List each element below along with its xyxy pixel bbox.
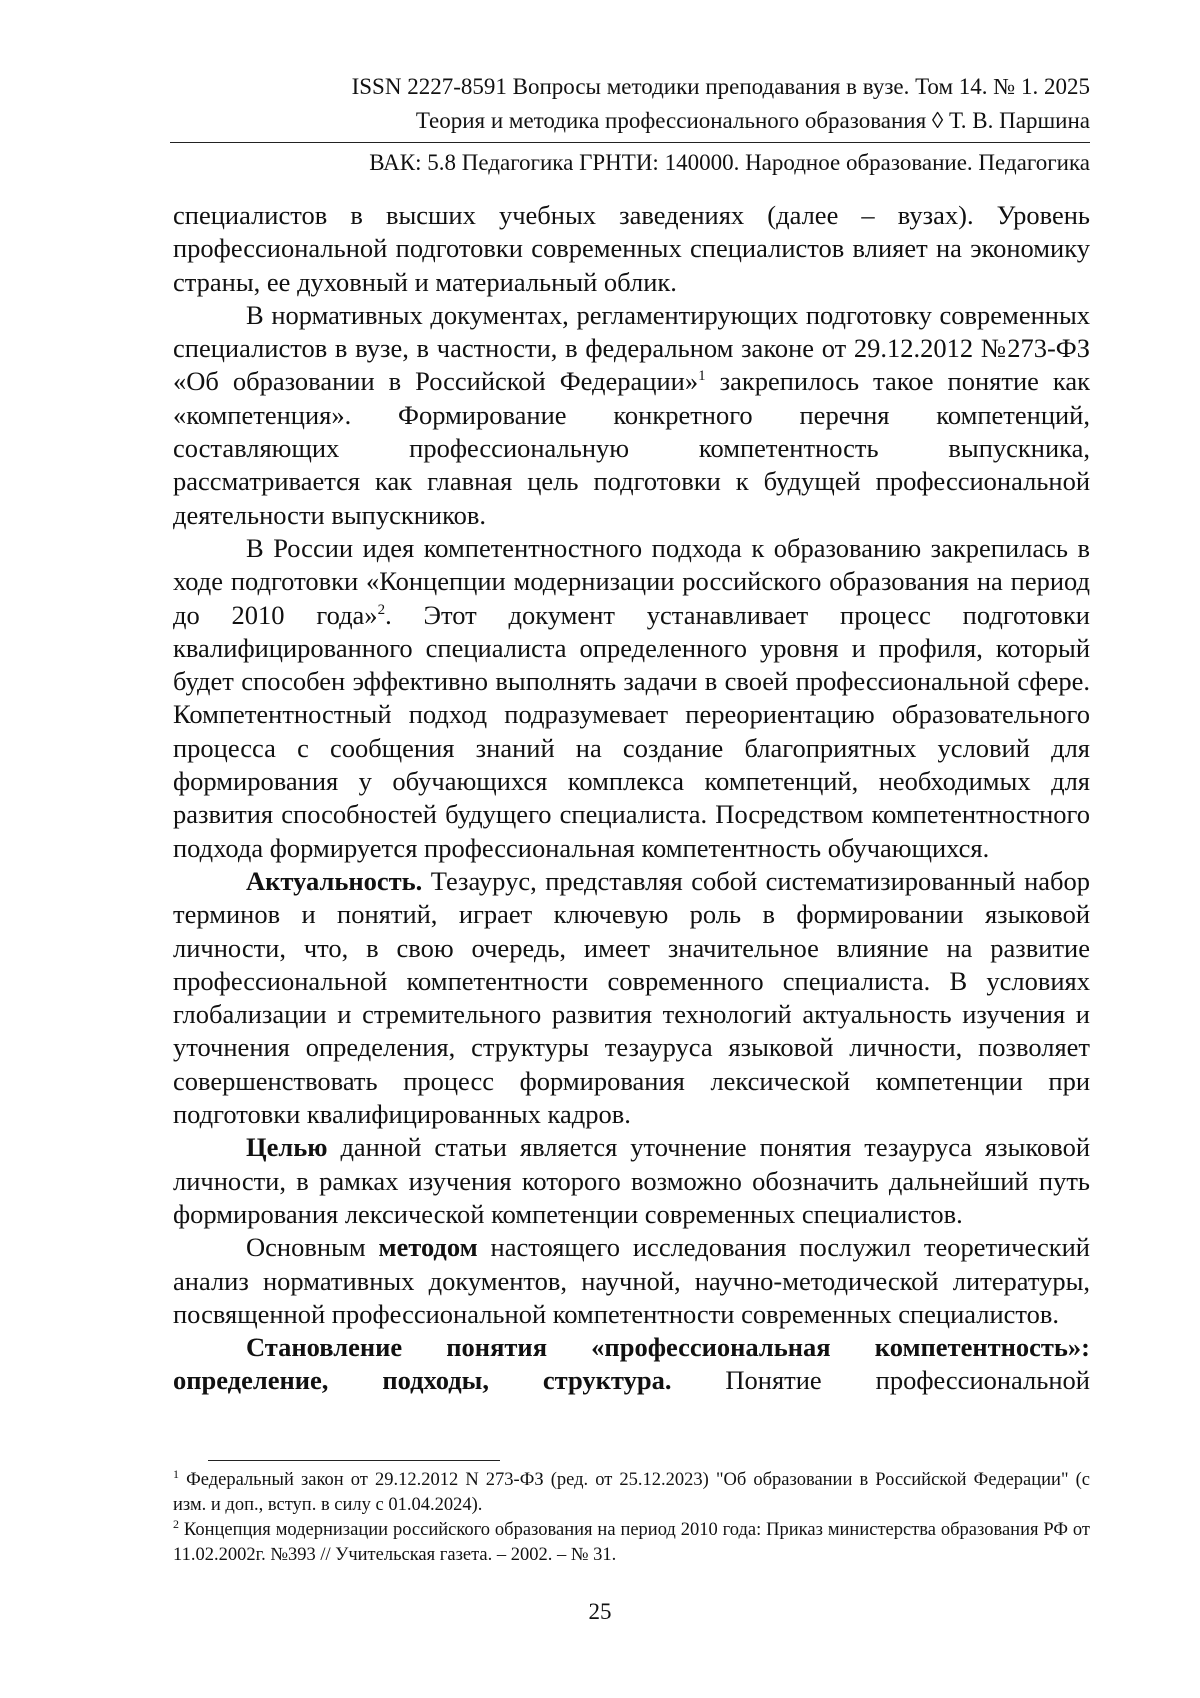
footnote-1: $^1$ Федеральный закон от 29.12.2012 N 273-ФЗ (ред. от 25.12.2023) "Об образовании в Российской Федерации" (с изм. и доп., вступ. в силу с 01.04.2024). [173,1466,1090,1515]
footnote-ref-2[interactable]: 2 [377,601,386,618]
classification: ВАК: 5.8 Педагогика ГРНТИ: 140000. Народное образование. Педагогика [369,150,1090,175]
section-heading: Становление понятия «профессиональная компетентность»: определение, подходы, структура. [173,1332,1090,1396]
header-divider [170,142,1090,143]
article-body [173,199,1090,1398]
paragraph-relevance: Актуальность. Тезаурус, представляя собой систематизированный набор терминов и понятий, играет ключевую роль в формировании языковой личности, что, в свою очередь, имеет значительное влияние на развитие профессиональной компетентности современного специалиста. В условиях глобализации и стремительного развития технологий актуальность изучения и уточнения определения, структуры тезауруса языковой личности, позволяет совершенствовать процесс формирования лексической компетенции при подготовки квалифицированных кадров. [173,865,1090,1130]
paragraph-3: В России идея компетентностного подхода к образованию закрепилась в ходе подготовки «Концепции модернизации российского образования на период до 2010 года»$^2$. Этот документ устанавливает процесс подготовки квалифицированного специалиста определенного уровня и профиля, который будет способен эффективно выполнять задачи в своей профессиональной сфере. Компетентностный подход подразумевает переориентацию образовательного процесса с сообщения знаний на создание благоприятных условий для формирования у обучающихся комплекса компетенций, необходимых для развития способностей будущего специалиста. Посредством компетентностного подхода формируется профессиональная компетентность обучающихся. [173,532,1090,863]
method-heading: методом [378,1232,478,1263]
footnote-divider [208,1460,500,1461]
relevance-heading: Актуальность. [246,865,423,896]
paragraph-method: Основным методом настоящего исследования послужил теоретический анализ нормативных документов, научной, научно-методической литературы, посвященной профессиональной компетентности современных специалистов. [173,1232,1090,1329]
goal-heading: Целью [246,1132,328,1163]
paragraph-section: Становление понятия «профессиональная компетентность»: определение, подходы, структура. Понятие профессиональной [173,1332,1090,1396]
footnotes [173,1468,1090,1568]
section-author: Теория и методика профессионального образования ◊ Т. В. Паршина [415,108,1090,133]
running-header [170,70,1090,180]
paragraph-2: В нормативных документах, регламентирующих подготовку современных специалистов в вузе, в частности, в федеральном законе от 29.12.2012 №273-ФЗ «Об образовании в Российской Федерации»$^1$ закрепилось такое понятие как «компетенция». Формирование конкретного перечня компетенций, составляющих профессиональную компетентность выпускника, рассматривается как главная цель подготовки к будущей профессиональной деятельности выпускников. [173,299,1090,530]
footnote-ref-1[interactable]: 1 [698,368,706,385]
footnote-2: $^2$ Концепция модернизации российского образования на период 2010 года: Приказ министерства образования РФ от 11.02.2002г. №393 // Учительская газета. – 2002. – № 31. [173,1516,1090,1565]
paragraph-goal: Целью данной статьи является уточнение понятия тезауруса языковой личности, в рамках изучения которого возможно обозначить дальнейший путь формирования лексической компетенции современных специалистов. [173,1132,1090,1229]
page-number: 25 [588,1599,612,1624]
journal-info: ISSN 2227-8591 Вопросы методики преподавания в вузе. Том 14. № 1. 2025 [351,74,1090,99]
paragraph-1: специалистов в высших учебных заведениях (далее – вузах). Уровень профессиональной подготовки современных специалистов влияет на экономику страны, ее духовный и материальный облик. [173,200,1090,297]
